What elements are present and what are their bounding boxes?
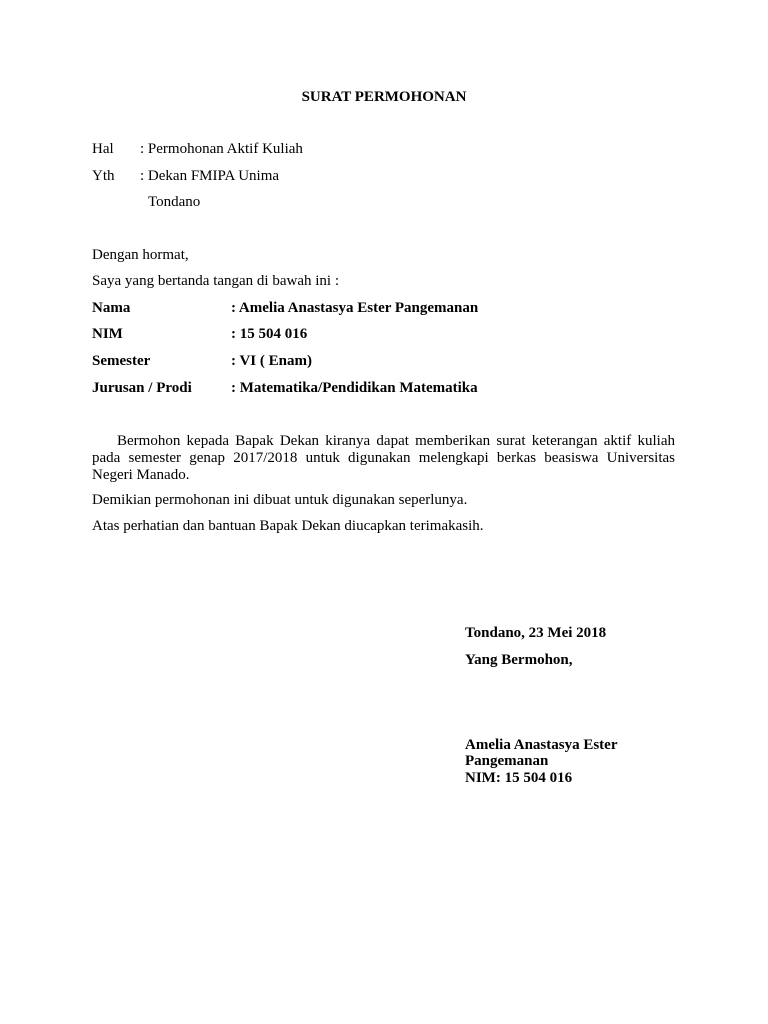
yth-city: Tondano <box>148 194 201 210</box>
hal-value: : Permohonan Aktif Kuliah <box>140 141 303 157</box>
body-paragraph-3: Atas perhatian dan bantuan Bapak Dekan diucapkan terimakasih. <box>92 518 484 534</box>
signature-nim: NIM: 15 504 016 <box>465 770 573 786</box>
signature-closing: Yang Bermohon, <box>465 652 573 668</box>
nama-label: Nama <box>92 300 131 316</box>
nim-label: NIM <box>92 326 123 342</box>
semester-value: : VI ( Enam) <box>231 353 312 369</box>
nim-value: : 15 504 016 <box>231 326 308 342</box>
nama-value: : Amelia Anastasya Ester Pangemanan <box>231 300 479 316</box>
signature-place-date: Tondano, 23 Mei 2018 <box>465 625 607 641</box>
intro-text: Saya yang bertanda tangan di bawah ini : <box>92 273 340 289</box>
signature-name-line-2: Pangemanan <box>465 753 549 769</box>
semester-label: Semester <box>92 353 151 369</box>
greeting: Dengan hormat, <box>92 247 189 263</box>
letter-title: SURAT PERMOHONAN <box>301 89 467 105</box>
body-paragraph-2: Demikian permohonan ini dibuat untuk digunakan seperlunya. <box>92 492 468 508</box>
hal-label: Hal <box>92 141 114 157</box>
yth-label: Yth <box>92 168 115 184</box>
jurusan-label: Jurusan / Prodi <box>92 380 192 396</box>
jurusan-value: : Matematika/Pendidikan Matematika <box>231 380 478 396</box>
yth-value: : Dekan FMIPA Unima <box>140 168 280 184</box>
body-paragraph-1: Bermohon kepada Bapak Dekan kiranya dapat memberikan surat keterangan aktif kuliah pada semester genap 2017/2018 untuk digunakan melengkapi berkas beasiswa Universitas Negeri Manado. <box>92 433 675 483</box>
signature-name-line-1: Amelia Anastasya Ester <box>465 737 618 753</box>
